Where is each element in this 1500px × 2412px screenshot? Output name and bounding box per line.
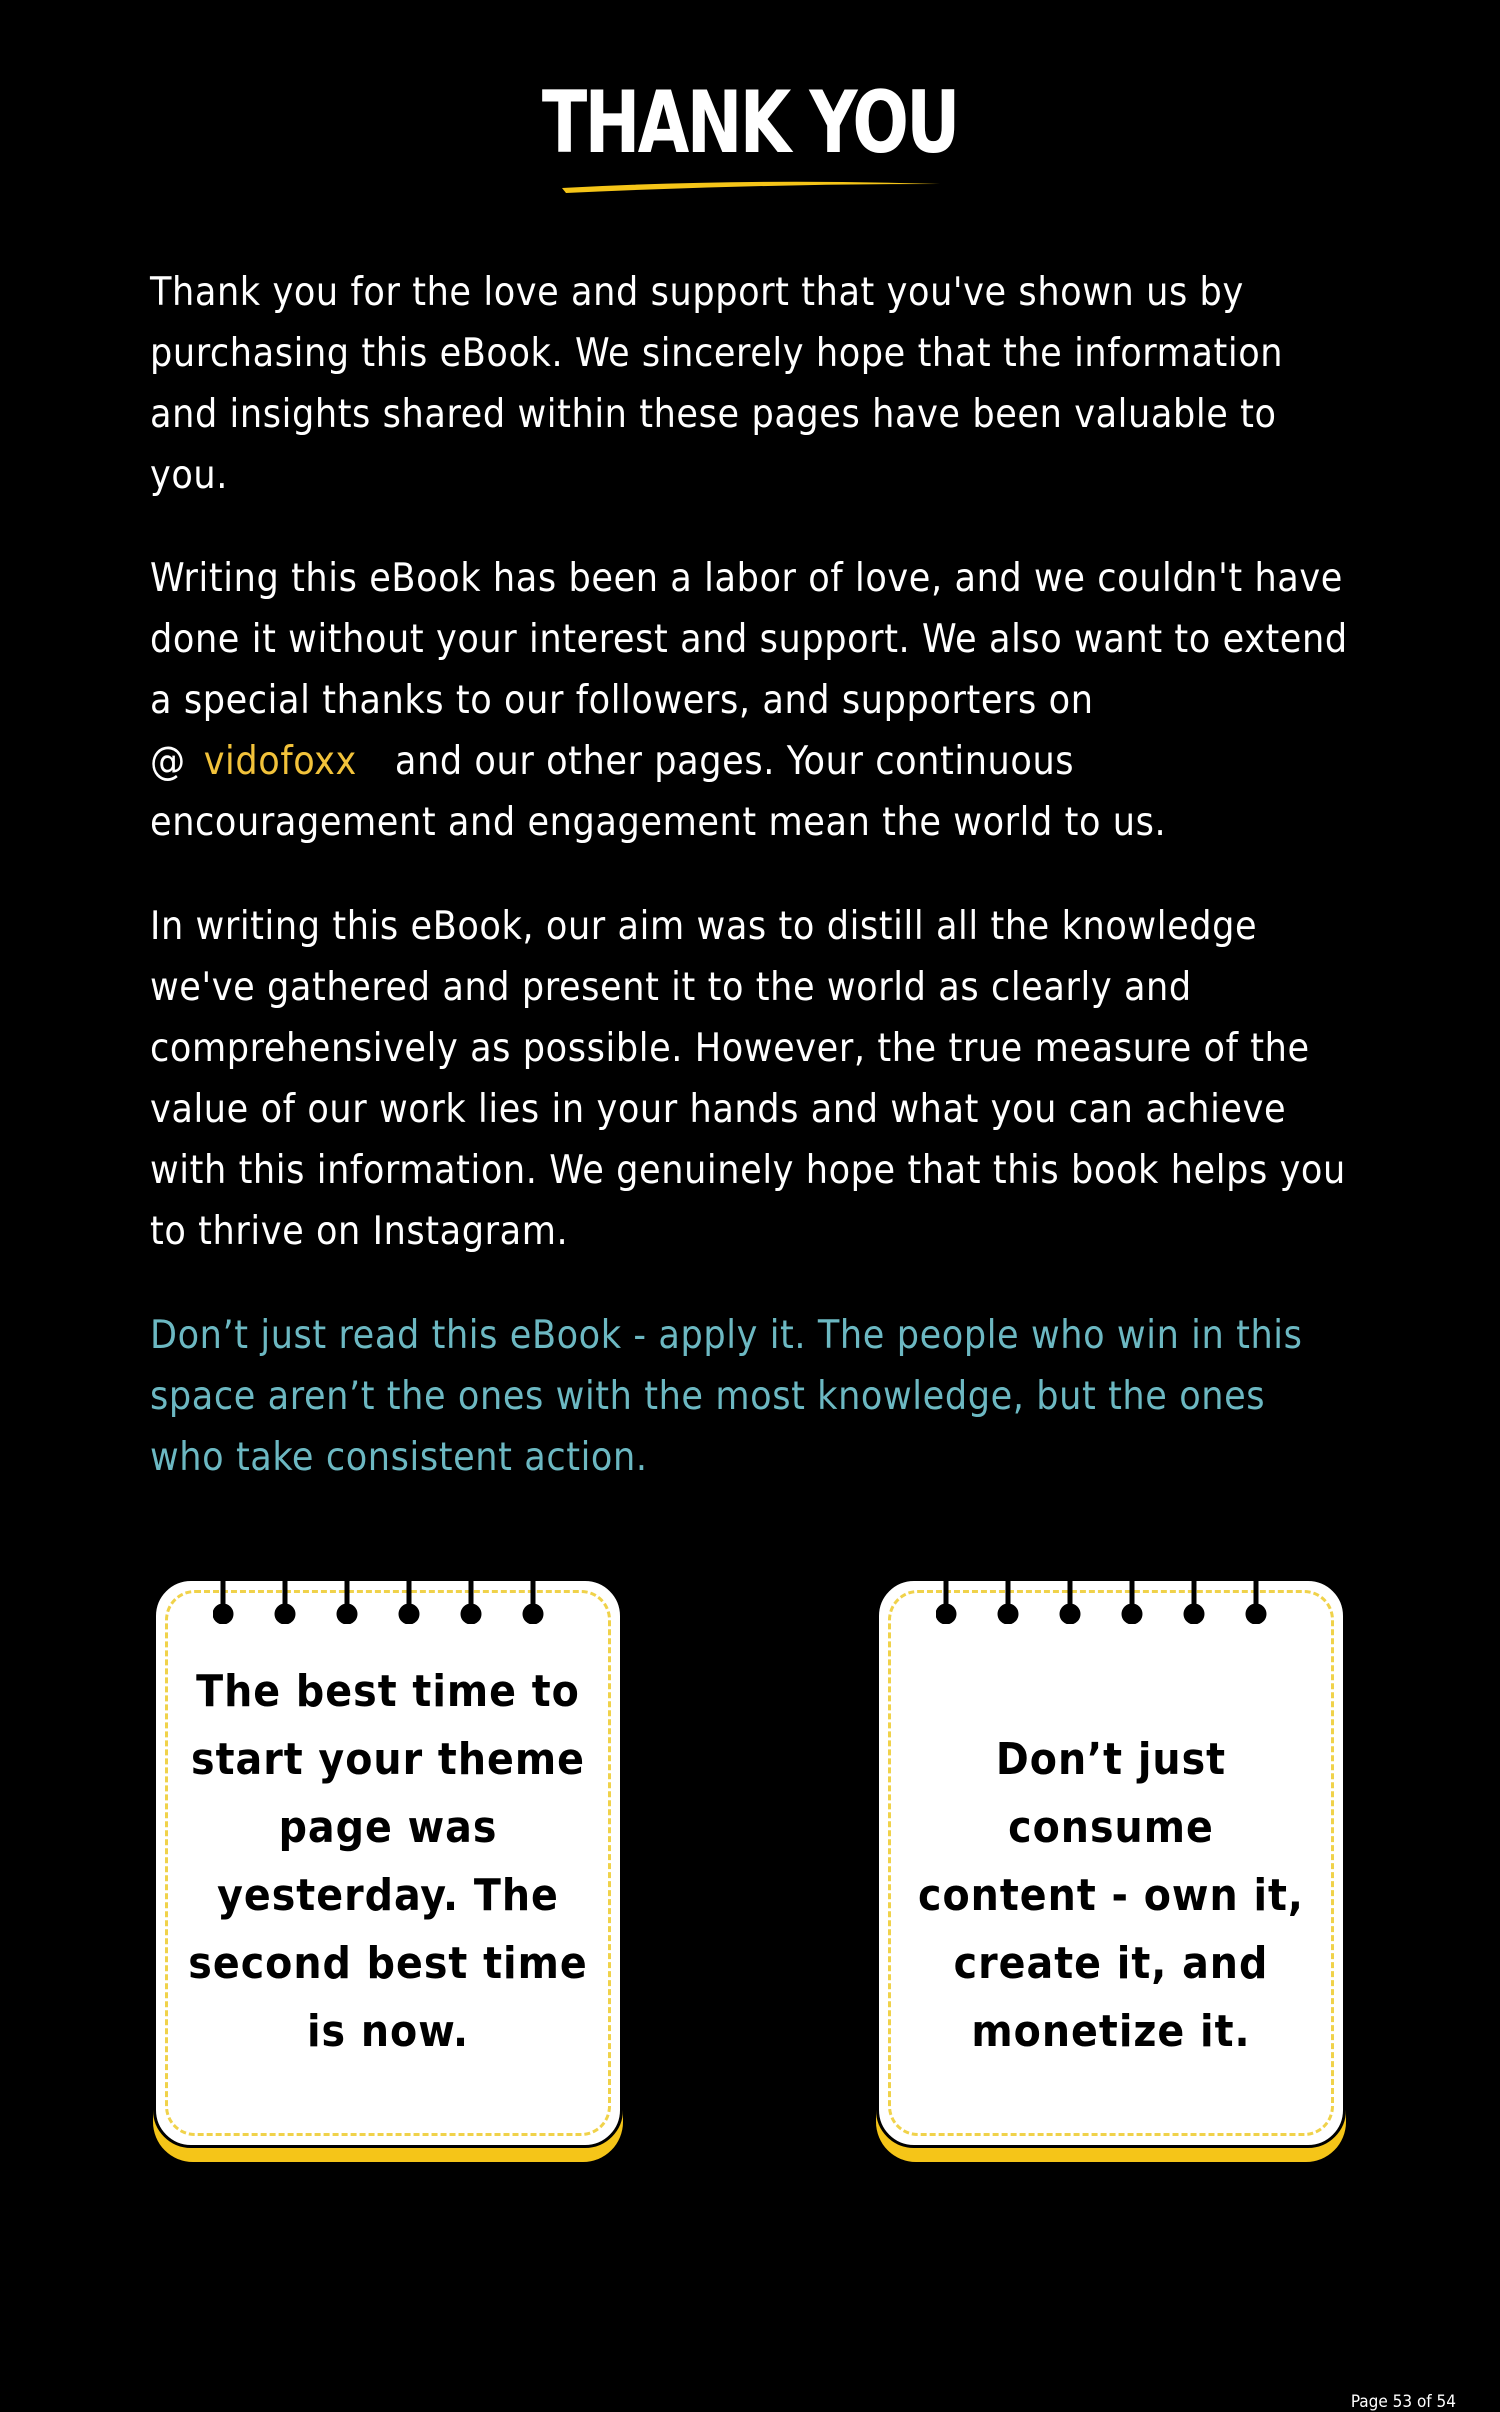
note-line: second best time [188, 1938, 588, 1989]
quote-note-card [153, 1578, 623, 2148]
intro-paragraph: Thank you for the love and support that you've shown us by purchasing this eBook. We sincerely hope that the information and insights shared within these pages have been valuable to you. [150, 270, 1284, 498]
note-line: page was [278, 1802, 498, 1853]
title-underline [556, 174, 946, 196]
aim-paragraph: In writing this eBook, our aim was to distill all the knowledge we've gathered and present it to the world as clearly and comprehensively as possible. However, the true measure of the value of our work lies in your hands and what you can achieve with this information. We genuinely hope that this book helps you to thrive on Instagram. [150, 904, 1346, 1254]
call-to-action-paragraph: Don’t just read this eBook - apply it. The people who win in this space aren’t the ones with the most knowledge, but the ones who take consistent action. [150, 1313, 1303, 1480]
note-line: Don’t just consume [995, 1734, 1227, 1853]
title-wrap [0, 73, 1500, 173]
note-quote-text [896, 1726, 1326, 2066]
note-line: start your theme [191, 1734, 585, 1785]
note-quote-text [173, 1658, 603, 2066]
social-handle-link[interactable]: vidofoxx [203, 739, 357, 784]
note-line: yesterday. The [217, 1870, 559, 1921]
quote-note-card [876, 1578, 1346, 2148]
note-line: content - own it, [918, 1870, 1304, 1921]
note-line: create it, and [953, 1938, 1269, 1989]
thanks-text-end: and our other pages. Your continuous encouragement and engagement mean the world to us. [150, 739, 1167, 845]
at-symbol: @ [150, 739, 186, 784]
spiral-binding-icon [936, 1570, 1286, 1624]
thanks-paragraph [150, 548, 1350, 853]
note-line: monetize it. [971, 2006, 1251, 2057]
page-title: THANK YOU [542, 73, 958, 173]
spiral-binding-icon [213, 1570, 563, 1624]
thanks-text-start: Writing this eBook has been a labor of love, and we couldn't have done it without your interest and support. We also want to extend a special thanks to our followers, and supporters on [150, 556, 1348, 723]
note-line: is now. [306, 2006, 470, 2057]
note-line: The best time to [196, 1666, 580, 1717]
page-number: Page 53 of 54 [1350, 2392, 1456, 2412]
